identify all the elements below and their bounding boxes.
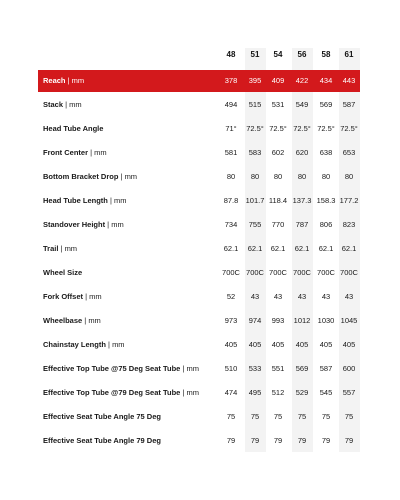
table-cell: 545 xyxy=(319,388,333,397)
table-row xyxy=(38,382,360,404)
table-cell: 549 xyxy=(295,100,309,109)
table-row xyxy=(38,286,360,308)
row-unit: mm xyxy=(71,76,85,85)
table-cell: 158.3 xyxy=(316,196,336,205)
table-cell: 700C xyxy=(269,268,287,277)
table-cell: 974 xyxy=(248,316,262,325)
unit-separator: | xyxy=(118,172,125,181)
row-label-text: Front Center xyxy=(43,148,88,157)
table-cell: 551 xyxy=(271,364,285,373)
unit-separator: | xyxy=(65,76,72,85)
row-label xyxy=(43,76,84,85)
table-cell: 79 xyxy=(344,436,354,445)
table-cell: 378 xyxy=(224,76,238,85)
table-row xyxy=(38,70,360,92)
table-row xyxy=(38,262,360,284)
table-cell: 72.5° xyxy=(246,124,264,133)
table-cell: 43 xyxy=(250,292,260,301)
table-cell: 62.1 xyxy=(247,244,263,253)
size-header: 58 xyxy=(321,50,331,59)
row-label-text: Head Tube Angle xyxy=(43,124,104,133)
table-cell: 700C xyxy=(340,268,358,277)
row-label-text: Effective Seat Tube Angle 79 Deg xyxy=(43,436,161,445)
size-header: 51 xyxy=(250,50,260,59)
table-cell: 1045 xyxy=(340,316,358,325)
row-label xyxy=(43,436,161,445)
unit-separator: | xyxy=(58,244,65,253)
row-unit: mm xyxy=(186,364,199,373)
table-cell: 43 xyxy=(344,292,354,301)
table-cell: 569 xyxy=(295,364,309,373)
row-label-text: Effective Top Tube @79 Deg Seat Tube xyxy=(43,388,181,397)
table-cell: 494 xyxy=(224,100,238,109)
table-cell: 806 xyxy=(319,220,333,229)
table-row xyxy=(38,214,360,236)
table-cell: 422 xyxy=(295,76,309,85)
row-label xyxy=(43,124,103,133)
row-unit: mm xyxy=(124,172,138,181)
table-cell: 653 xyxy=(342,148,356,157)
table-cell: 72.5° xyxy=(317,124,335,133)
table-cell: 79 xyxy=(297,436,307,445)
row-label xyxy=(43,292,102,301)
table-cell: 583 xyxy=(248,148,262,157)
row-unit: mm xyxy=(94,148,107,157)
table-cell: 510 xyxy=(224,364,238,373)
row-label xyxy=(43,412,161,421)
table-cell: 80 xyxy=(226,172,236,181)
row-label-text: Reach xyxy=(43,76,66,85)
size-header: 54 xyxy=(273,50,283,59)
table-cell: 620 xyxy=(295,148,309,157)
row-label xyxy=(43,220,124,229)
table-cell: 409 xyxy=(271,76,285,85)
size-header: 56 xyxy=(297,50,307,59)
unit-separator: | xyxy=(83,292,90,301)
table-cell: 52 xyxy=(226,292,236,301)
row-label-text: Trail xyxy=(43,244,59,253)
row-label xyxy=(43,148,107,157)
table-cell: 72.5° xyxy=(293,124,311,133)
table-cell: 43 xyxy=(297,292,307,301)
table-cell: 43 xyxy=(321,292,331,301)
table-cell: 101.7 xyxy=(245,196,265,205)
row-label xyxy=(43,268,82,277)
row-label xyxy=(43,340,125,349)
size-header: 61 xyxy=(344,50,354,59)
row-label-text: Stack xyxy=(43,100,64,109)
row-label-text: Wheel Size xyxy=(43,268,83,277)
table-cell: 993 xyxy=(271,316,285,325)
table-cell: 700C xyxy=(222,268,240,277)
table-row xyxy=(38,190,360,212)
table-cell: 823 xyxy=(342,220,356,229)
table-cell: 474 xyxy=(224,388,238,397)
table-cell: 700C xyxy=(246,268,264,277)
row-unit: mm xyxy=(186,388,199,397)
row-label xyxy=(43,388,199,397)
row-label-text: Head Tube Length xyxy=(43,196,108,205)
row-unit: mm xyxy=(69,100,82,109)
table-row xyxy=(38,334,360,356)
table-cell: 405 xyxy=(271,340,285,349)
table-cell: 80 xyxy=(321,172,331,181)
table-cell: 80 xyxy=(273,172,283,181)
table-cell: 79 xyxy=(321,436,331,445)
table-row xyxy=(38,406,360,428)
table-cell: 72.5° xyxy=(269,124,287,133)
table-cell: 118.4 xyxy=(268,196,288,205)
table-row xyxy=(38,118,360,140)
table-cell: 62.1 xyxy=(294,244,310,253)
table-cell: 638 xyxy=(319,148,333,157)
table-cell: 137.3 xyxy=(292,196,312,205)
unit-separator: | xyxy=(180,364,187,373)
table-cell: 529 xyxy=(295,388,309,397)
unit-separator: | xyxy=(180,388,187,397)
table-cell: 700C xyxy=(293,268,311,277)
table-row xyxy=(38,310,360,332)
table-cell: 587 xyxy=(319,364,333,373)
table-cell: 1012 xyxy=(293,316,311,325)
table-cell: 787 xyxy=(295,220,309,229)
table-cell: 80 xyxy=(250,172,260,181)
table-cell: 79 xyxy=(273,436,283,445)
unit-separator: | xyxy=(105,220,112,229)
table-cell: 405 xyxy=(342,340,356,349)
table-cell: 80 xyxy=(297,172,307,181)
table-cell: 531 xyxy=(271,100,285,109)
table-cell: 405 xyxy=(248,340,262,349)
table-cell: 405 xyxy=(224,340,238,349)
row-unit: mm xyxy=(64,244,78,253)
table-cell: 62.1 xyxy=(341,244,357,253)
table-cell: 533 xyxy=(248,364,262,373)
table-cell: 75 xyxy=(321,412,331,421)
table-cell: 434 xyxy=(319,76,333,85)
table-cell: 72.5° xyxy=(340,124,358,133)
table-cell: 495 xyxy=(248,388,262,397)
table-cell: 405 xyxy=(319,340,333,349)
table-cell: 600 xyxy=(342,364,356,373)
table-row xyxy=(38,94,360,116)
table-cell: 700C xyxy=(317,268,335,277)
table-row xyxy=(38,166,360,188)
unit-separator: | xyxy=(107,196,114,205)
row-label xyxy=(43,196,127,205)
row-unit: mm xyxy=(88,316,101,325)
unit-separator: | xyxy=(63,100,70,109)
table-cell: 43 xyxy=(273,292,283,301)
table-cell: 75 xyxy=(297,412,307,421)
table-cell: 87.8 xyxy=(223,196,239,205)
row-label-text: Wheelbase xyxy=(43,316,83,325)
row-label-text: Effective Top Tube @75 Deg Seat Tube xyxy=(43,364,181,373)
row-label-text: Standover Height xyxy=(43,220,106,229)
table-cell: 75 xyxy=(226,412,236,421)
table-cell: 581 xyxy=(224,148,238,157)
table-cell: 62.1 xyxy=(270,244,286,253)
table-cell: 1030 xyxy=(317,316,335,325)
table-cell: 75 xyxy=(250,412,260,421)
table-row xyxy=(38,238,360,260)
table-cell: 75 xyxy=(273,412,283,421)
unit-separator: | xyxy=(105,340,113,349)
table-cell: 770 xyxy=(271,220,285,229)
row-label xyxy=(43,364,199,373)
row-unit: mm xyxy=(111,220,124,229)
table-cell: 62.1 xyxy=(318,244,334,253)
table-cell: 80 xyxy=(344,172,354,181)
table-cell: 587 xyxy=(342,100,356,109)
table-cell: 443 xyxy=(342,76,356,85)
table-cell: 973 xyxy=(224,316,238,325)
table-cell: 75 xyxy=(344,412,354,421)
table-cell: 557 xyxy=(342,388,356,397)
row-label xyxy=(43,244,77,253)
table-row xyxy=(38,142,360,164)
table-row xyxy=(38,358,360,380)
table-cell: 395 xyxy=(248,76,262,85)
row-label xyxy=(43,100,82,109)
unit-separator: | xyxy=(82,316,89,325)
row-unit: mm xyxy=(89,292,102,301)
row-label-text: Bottom Bracket Drop xyxy=(43,172,119,181)
row-label xyxy=(43,316,101,325)
table-cell: 512 xyxy=(271,388,285,397)
row-label-text: Effective Seat Tube Angle 75 Deg xyxy=(43,412,161,421)
size-header: 48 xyxy=(226,50,236,59)
row-label xyxy=(43,172,137,181)
row-label-text: Chainstay Length xyxy=(43,340,106,349)
table-cell: 71° xyxy=(225,124,237,133)
table-cell: 405 xyxy=(295,340,309,349)
unit-separator: | xyxy=(88,148,95,157)
table-cell: 62.1 xyxy=(223,244,239,253)
table-cell: 79 xyxy=(226,436,236,445)
table-row xyxy=(38,430,360,452)
table-cell: 734 xyxy=(224,220,238,229)
table-cell: 755 xyxy=(248,220,262,229)
table-cell: 177.2 xyxy=(339,196,359,205)
table-cell: 569 xyxy=(319,100,333,109)
row-label-text: Fork Offset xyxy=(43,292,84,301)
table-cell: 602 xyxy=(271,148,285,157)
row-unit: mm xyxy=(112,340,125,349)
row-unit: mm xyxy=(114,196,127,205)
table-cell: 79 xyxy=(250,436,260,445)
table-cell: 515 xyxy=(248,100,262,109)
